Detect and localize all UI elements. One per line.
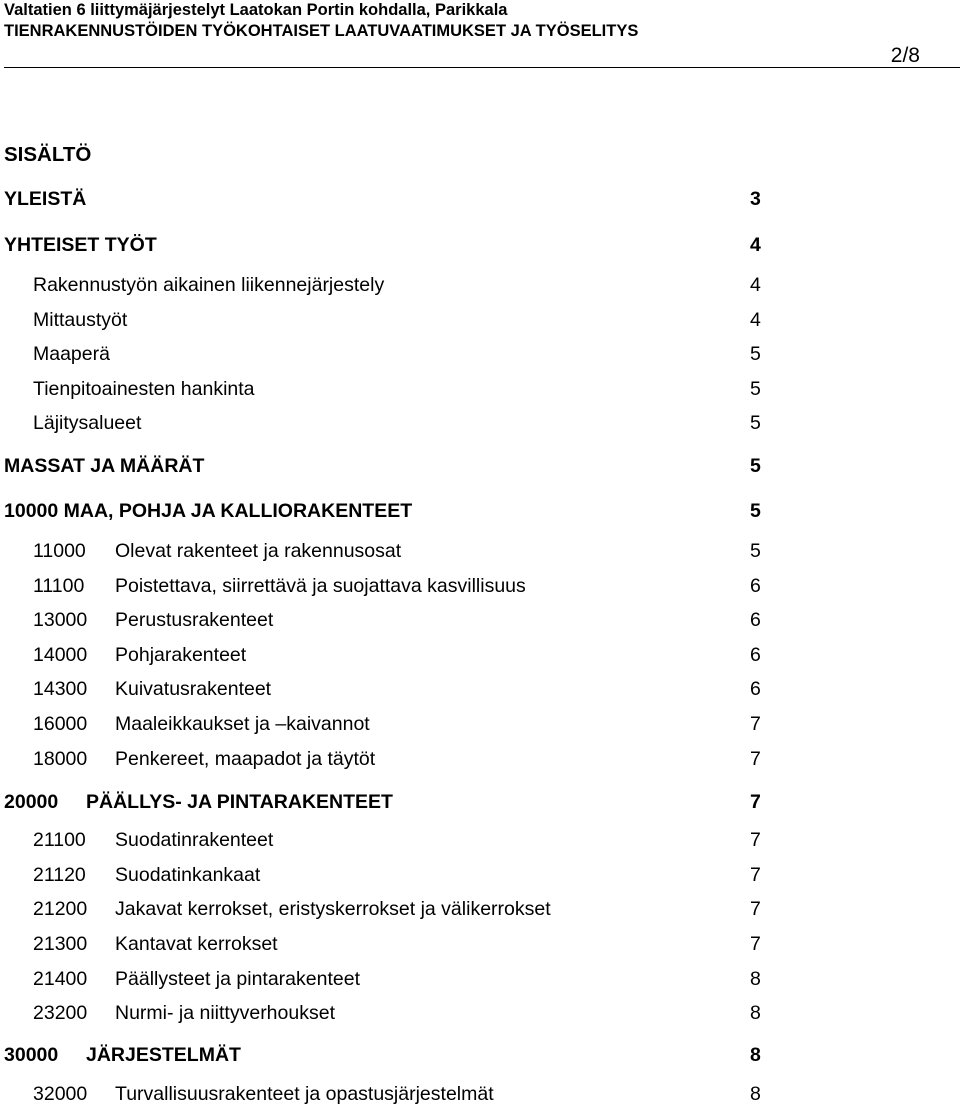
toc-entry: [0, 677, 960, 701]
toc-entry-title: YLEISTÄ: [4, 188, 87, 210]
toc-entry-page: 6: [750, 644, 761, 666]
toc-entry: [0, 712, 960, 736]
toc-entry-page: 8: [750, 968, 761, 990]
toc-entry-title: Kantavat kerrokset: [115, 933, 278, 955]
toc-entry: [0, 643, 960, 667]
toc-entry: [0, 863, 960, 887]
toc-entry-title: MASSAT JA MÄÄRÄT: [4, 455, 205, 477]
toc-entry-page: 5: [750, 343, 761, 365]
toc-entry-page: 8: [750, 1083, 761, 1105]
toc-entry-page: 5: [750, 500, 761, 522]
toc-entry: [0, 342, 960, 366]
toc-entry-title: Tienpitoainesten hankinta: [33, 378, 255, 400]
toc-entry-title: Rakennustyön aikainen liikennejärjestely: [33, 274, 385, 296]
toc-entry-title: Poistettava, siirrettävä ja suojattava kasvillisuus: [115, 575, 526, 597]
toc-entry-title: Maaperä: [33, 343, 110, 365]
toc-entry-code: 21400: [33, 968, 88, 990]
toc-entry: [0, 1082, 960, 1106]
toc-entry: [0, 1043, 960, 1067]
toc-entry-page: 8: [750, 1044, 761, 1066]
toc-entry: [0, 233, 960, 257]
toc-entry-title: Perustusrakenteet: [115, 609, 274, 631]
toc-entry-title: Olevat rakenteet ja rakennusosat: [115, 540, 402, 562]
toc-entry: [0, 273, 960, 297]
toc-entry-title: JÄRJESTELMÄT: [86, 1044, 241, 1066]
toc-entry: [0, 897, 960, 921]
toc-entry: [0, 499, 960, 523]
toc-entry-page: 6: [750, 575, 761, 597]
toc-entry: [0, 308, 960, 332]
toc-entry-title: Penkereet, maapadot ja täytöt: [115, 748, 376, 770]
toc-entry-code: 30000: [4, 1044, 59, 1066]
toc-entry: [0, 539, 960, 563]
toc-entry-page: 4: [750, 309, 761, 331]
toc-entry-code: 14000: [33, 644, 88, 666]
toc-entry-title: Läjitysalueet: [33, 412, 142, 434]
toc-entry-title: Suodatinrakenteet: [115, 829, 274, 851]
toc-entry: [0, 1001, 960, 1025]
document-title: Valtatien 6 liittymäjärjestelyt Laatokan Portin kohdalla, Parikkala: [4, 1, 508, 19]
toc-entry-title: Mittaustyöt: [33, 309, 128, 331]
toc-entry-page: 3: [750, 188, 761, 210]
toc-entry-page: 7: [750, 791, 761, 813]
toc-entry: [0, 454, 960, 478]
toc-entry-code: 23200: [33, 1002, 88, 1024]
toc-entry-title: Nurmi- ja niittyverhoukset: [115, 1002, 335, 1024]
toc-entry: [0, 790, 960, 814]
toc-entry-page: 6: [750, 609, 761, 631]
toc-entry-title: Suodatinkankaat: [115, 864, 261, 886]
toc-entry: [0, 747, 960, 771]
toc-heading: SISÄLTÖ: [4, 143, 92, 166]
toc-entry-title: Maaleikkaukset ja –kaivannot: [115, 713, 370, 735]
toc-entry-page: 4: [750, 274, 761, 296]
toc-entry: [0, 828, 960, 852]
toc-entry-page: 7: [750, 748, 761, 770]
toc-entry-title: Kuivatusrakenteet: [115, 678, 272, 700]
toc-entry-code: 21120: [33, 864, 86, 886]
toc-entry-page: 4: [750, 234, 761, 256]
toc-entry-page: 7: [750, 898, 761, 920]
toc-entry-code: 32000: [33, 1083, 88, 1105]
toc-entry-title: Päällysteet ja pintarakenteet: [115, 968, 360, 990]
toc-entry-page: 6: [750, 678, 761, 700]
toc-entry-code: 21300: [33, 933, 88, 955]
toc-entry-page: 7: [750, 864, 761, 886]
toc-entry-code: 11100: [33, 575, 85, 597]
toc-entry-page: 5: [750, 378, 761, 400]
toc-entry-page: 7: [750, 829, 761, 851]
toc-entry-title: Turvallisuusrakenteet ja opastusjärjestelmät: [115, 1083, 494, 1105]
toc-entry-code: 11000: [33, 540, 86, 562]
toc-entry-page: 5: [750, 455, 761, 477]
page-number: 2/8: [890, 44, 920, 67]
toc-entry-page: 7: [750, 713, 761, 735]
toc-entry-title: YHTEISET TYÖT: [4, 234, 157, 256]
toc-entry: [0, 967, 960, 991]
toc-entry-title: PÄÄLLYS- JA PINTARAKENTEET: [86, 791, 393, 813]
toc-entry-page: 8: [750, 1002, 761, 1024]
toc-entry: [0, 187, 960, 211]
toc-entry: [0, 574, 960, 598]
toc-entry: [0, 932, 960, 956]
toc-entry-code: 21200: [33, 898, 88, 920]
toc-entry-code: 16000: [33, 713, 88, 735]
toc-entry: [0, 377, 960, 401]
toc-entry: [0, 411, 960, 435]
toc-entry-page: 5: [750, 412, 761, 434]
toc-entry-title: Pohjarakenteet: [115, 644, 247, 666]
toc-entry-title: Jakavat kerrokset, eristyskerrokset ja välikerrokset: [115, 898, 551, 920]
toc-entry-page: 5: [750, 540, 761, 562]
toc-entry-code: 21100: [33, 829, 86, 851]
toc-entry-title: 10000 MAA, POHJA JA KALLIORAKENTEET: [4, 500, 413, 522]
toc-entry-code: 20000: [4, 791, 59, 813]
toc-entry-code: 13000: [33, 609, 88, 631]
toc-entry-code: 18000: [33, 748, 88, 770]
toc-entry: [0, 608, 960, 632]
toc-entry-code: 14300: [33, 678, 88, 700]
document-subtitle: TIENRAKENNUSTÖIDEN TYÖKOHTAISET LAATUVAATIMUKSET JA TYÖSELITYS: [4, 22, 639, 40]
toc-entry-page: 7: [750, 933, 761, 955]
